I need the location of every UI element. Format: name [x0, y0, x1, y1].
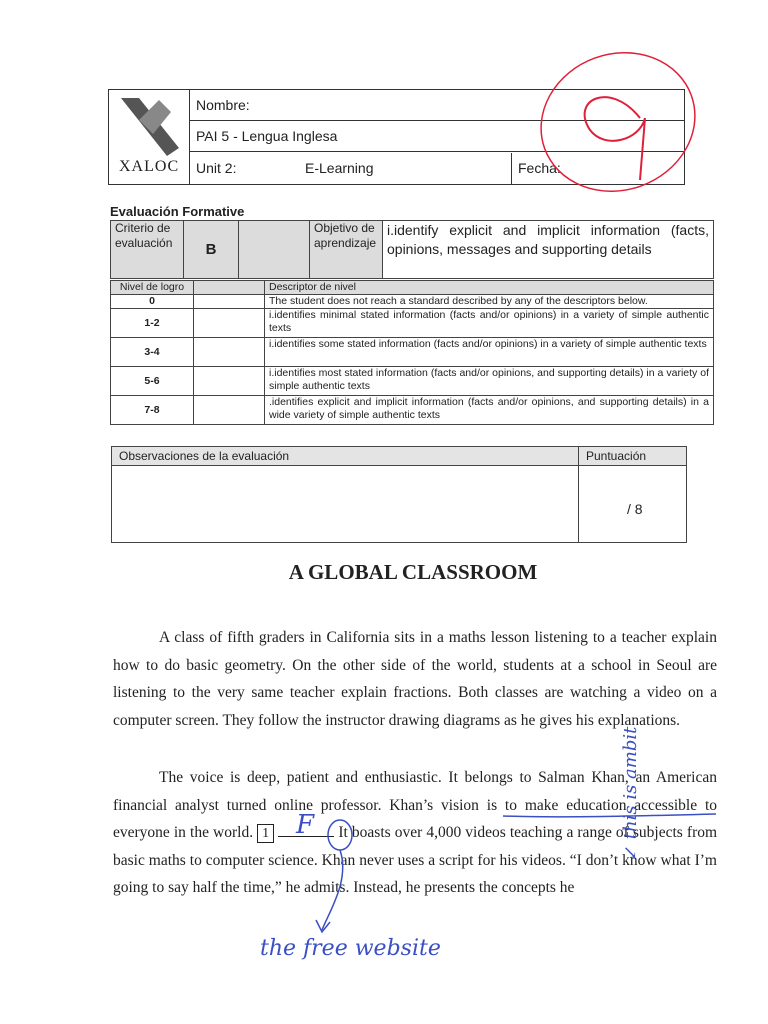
rubric-descriptor: i.identifies most stated information (facts and/or opinions, and supporting details) in a variety of simple authentic texts	[265, 367, 714, 396]
rubric-descriptor: The student does not reach a standard described by any of the descriptors below.	[265, 295, 714, 309]
course-row	[189, 121, 684, 152]
course-label: PAI 5 - Lengua Inglesa	[196, 128, 338, 144]
criteria-table	[110, 220, 714, 279]
fecha-label: Fecha:	[511, 153, 561, 184]
bottom-note: the free website	[260, 936, 441, 961]
header-table	[108, 89, 685, 185]
evaluation-title: Evaluación Formative	[110, 204, 245, 219]
rubric-descriptor: .identifies explicit and implicit information (facts and/or opinions, and supporting details) in a wide variety of simple authentic texts	[265, 396, 714, 425]
rubric-row	[111, 396, 714, 425]
objetivo-text: i.identify explicit and implicit information (facts, opinions, messages and supporting details	[383, 221, 714, 279]
rubric-row	[111, 309, 714, 338]
divider	[578, 447, 579, 542]
school-logo	[109, 90, 190, 184]
blank-cell	[239, 221, 310, 279]
observations-header	[112, 447, 686, 466]
paragraph-2-text-b: It boasts over 4,000 videos teaching a range of subjects from basic maths to computer science. Khan never uses a script for his videos. “I don’t know what I’m going to say half the time,” he admits. Instead, he presents the concepts he	[113, 824, 718, 896]
rubric-level: 3-4	[111, 338, 194, 367]
logo-text: XALOC	[119, 158, 180, 175]
rubric-mark	[194, 396, 265, 425]
score-label: Puntuación	[586, 449, 647, 463]
rubric-mark	[194, 367, 265, 396]
nombre-label: Nombre:	[196, 97, 250, 113]
rubric-row	[111, 367, 714, 396]
score-value: / 8	[627, 501, 643, 517]
rubric-mark	[194, 295, 265, 309]
criterio-label: Criterio de evaluación	[111, 221, 184, 279]
rubric-row	[111, 295, 714, 309]
col-descriptor: Descriptor de nivel	[265, 281, 714, 295]
rubric-mark	[194, 309, 265, 338]
rubric-descriptor: i.identifies some stated information (facts and/or opinions) in a variety of simple authentic texts	[265, 338, 714, 367]
objetivo-label: Objetivo de aprendizaje	[310, 221, 383, 279]
paragraph-1-text: A class of fifth graders in California sits in a maths lesson listening to a teacher explain how to do basic geometry. On the other side of the world, students at a school in Seoul are listening to the very same teacher explain fractions. Both classes are watching a video on a computer screen. They follow the instructor drawing diagrams as he gives his explanations.	[113, 629, 717, 729]
paragraph-2-text-a: The voice is deep, patient and enthusiastic. It belongs to Salman Khan, an American financial analyst turned online professor. Khan’s vision is to make education accessible to everyone in the world.	[113, 769, 717, 841]
rubric-descriptor: i.identifies minimal stated information (facts and/or opinions) in a variety of simple authentic texts	[265, 309, 714, 338]
rubric-level: 0	[111, 295, 194, 309]
unit-title: E-Learning	[305, 160, 374, 176]
unit-row	[189, 153, 684, 184]
col-blank	[194, 281, 265, 295]
margin-note: ↙ this is ambit	[620, 726, 641, 860]
observations-label: Observaciones de la evaluación	[119, 449, 290, 463]
nombre-row	[189, 90, 684, 121]
col-nivel: Nivel de logro	[111, 281, 194, 295]
article-title: A GLOBAL CLASSROOM	[288, 560, 538, 584]
rubric-level: 1-2	[111, 309, 194, 338]
rubric-mark	[194, 338, 265, 367]
answer-box: 1	[257, 824, 274, 843]
rubric-row	[111, 338, 714, 367]
answer-letter: F	[296, 810, 315, 840]
criterio-value: B	[184, 221, 239, 279]
rubric-level: 7-8	[111, 396, 194, 425]
unit-label: Unit 2:	[196, 160, 237, 176]
observations-box	[111, 446, 687, 543]
rubric-level: 5-6	[111, 367, 194, 396]
rubric-table	[110, 280, 714, 425]
